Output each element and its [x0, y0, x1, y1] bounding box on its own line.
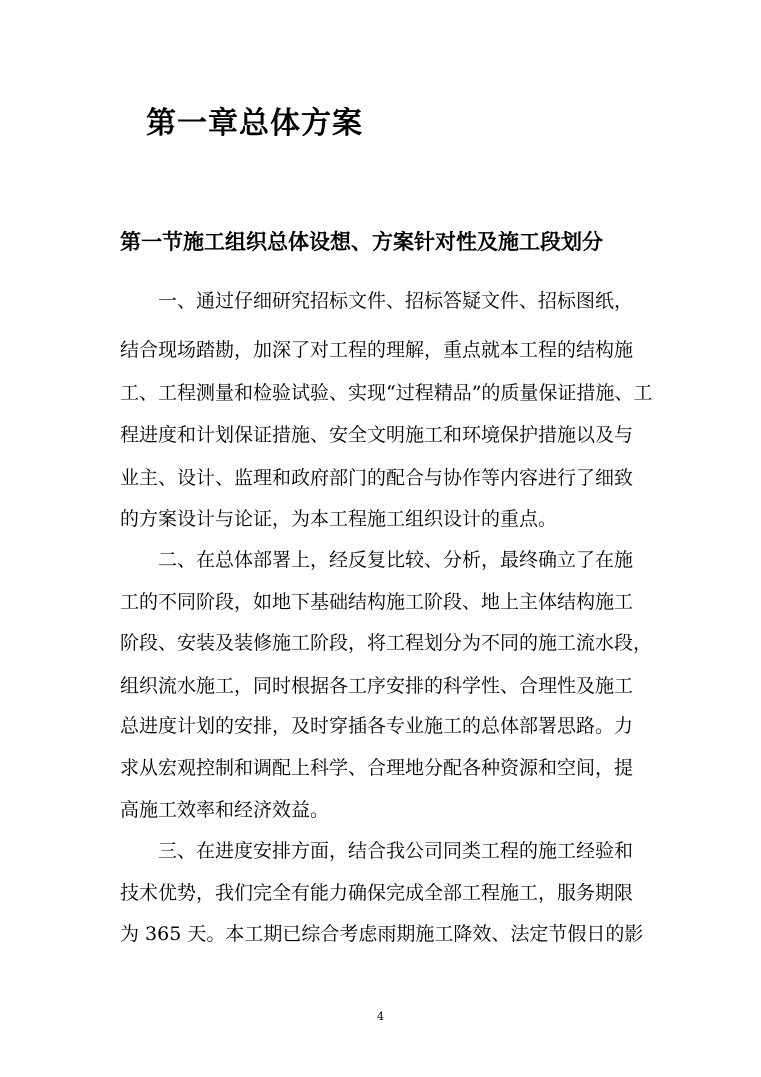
paragraph-1-line: 工、工程测量和检验试验、实现“过程精品”的质量保证措施、工: [120, 382, 653, 404]
paragraph-2-line: 组织流水施工，同时根据各工序安排的科学性、合理性及施工: [120, 675, 634, 697]
paragraph-2-line: 高施工效率和经济效益。: [120, 799, 330, 821]
paragraph-2-line: 求从宏观控制和调配上科学、合理地分配各种资源和空间，提: [120, 757, 634, 779]
paragraph-1-line: 业主、设计、监理和政府部门的配合与协作等内容进行了细致: [120, 467, 634, 489]
paragraph-2-line: 工的不同阶段，如地下基础结构施工阶段、地上主体结构施工: [120, 591, 634, 613]
paragraph-2-line: 二、在总体部署上，经反复比较、分析，最终确立了在施: [158, 549, 634, 571]
paragraph-2-line: 阶段、安装及装修施工阶段，将工程划分为不同的施工流水段，: [120, 632, 653, 654]
page-number: 4: [377, 1010, 384, 1023]
paragraph-1-line: 结合现场踏勘，加深了对工程的理解，重点就本工程的结构施: [120, 339, 634, 361]
chapter-title: 第一章总体方案: [146, 106, 363, 141]
paragraph-1-line: 程进度和计划保证措施、安全文明施工和环境保护措施以及与: [120, 424, 634, 446]
paragraph-3-line: 为 365 天。本工期已综合考虑雨期施工降效、法定节假日的影: [120, 923, 644, 945]
section-title: 第一节施工组织总体设想、方案针对性及施工段划分: [120, 229, 603, 254]
paragraph-3-line: 技术优势，我们完全有能力确保完成全部工程施工，服务期限: [120, 882, 634, 904]
paragraph-2-line: 总进度计划的安排，及时穿插各专业施工的总体部署思路。力: [120, 715, 634, 737]
paragraph-1-line: 一、通过仔细研究招标文件、招标答疑文件、招标图纸，: [158, 290, 634, 312]
paragraph-3-line: 三、在进度安排方面，结合我公司同类工程的施工经验和: [158, 840, 634, 862]
paragraph-1-line: 的方案设计与论证，为本工程施工组织设计的重点。: [120, 508, 558, 530]
